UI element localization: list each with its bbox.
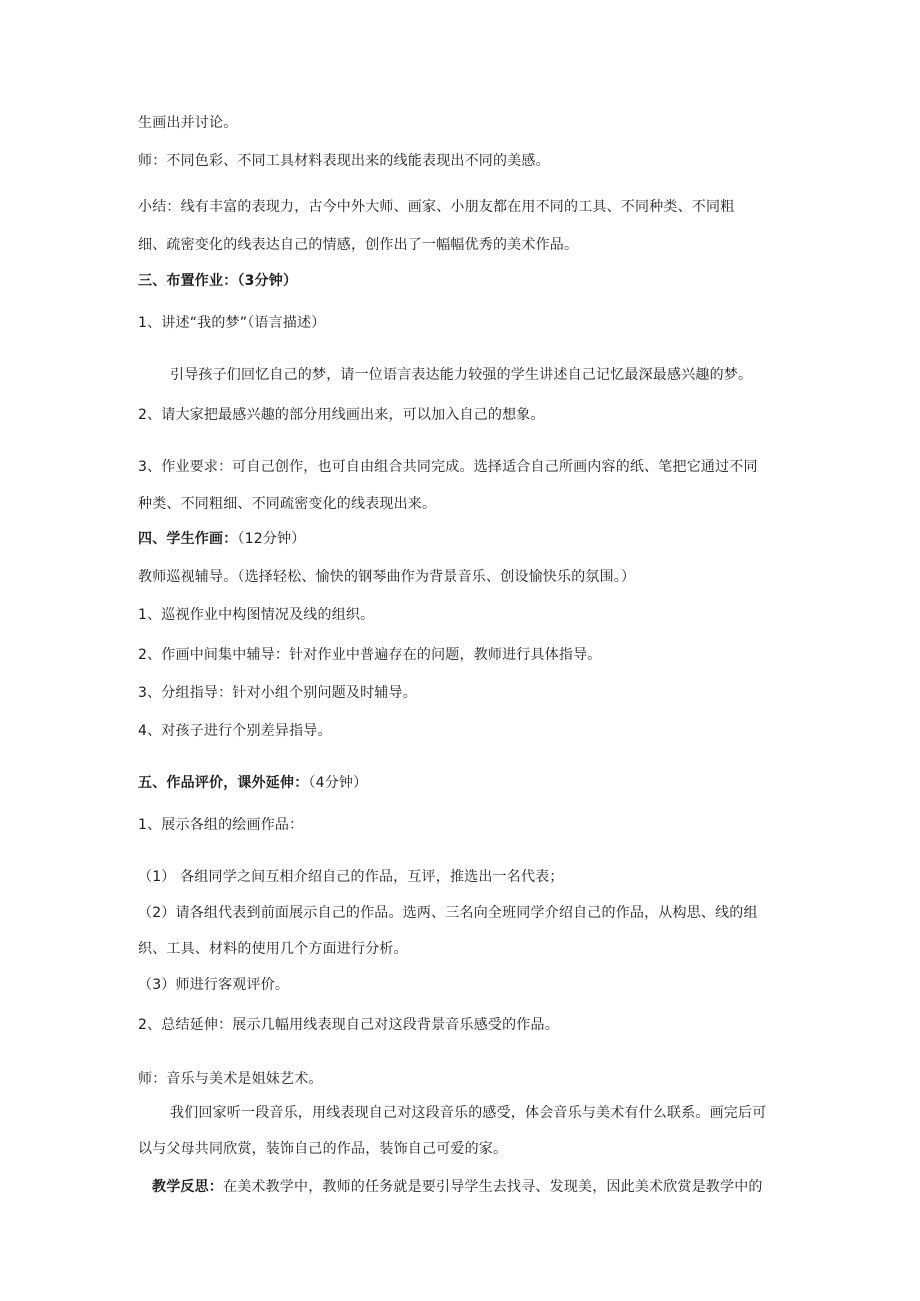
text-line: （1） 各组同学之间互相介绍自己的作品，互评，推选出一名代表；	[138, 869, 564, 885]
text-line: 种类、不同粗细、不同疏密变化的线表现出来。	[138, 496, 437, 512]
text-line: 师：不同色彩、不同工具材料表现出来的线能表现出不同的美感。	[138, 153, 550, 169]
text-line: 师：音乐与美术是姐妹艺术。	[138, 1071, 323, 1087]
section-heading-time: （12分钟）	[237, 531, 306, 547]
section-heading	[138, 774, 367, 792]
section-heading-time: （4分钟）	[308, 775, 368, 791]
text-line: 1、展示各组的绘画作品：	[138, 817, 304, 833]
reflection-line	[152, 1178, 763, 1196]
reflection-text: 在美术教学中，教师的任务就是要引导学生去找寻、发现美，因此美术欣赏是教学中的	[223, 1179, 763, 1195]
text-line: 2、总结延伸：展示几幅用线表现自己对这段背景音乐感受的作品。	[138, 1017, 559, 1033]
text-line: （3）师进行客观评价。	[138, 977, 290, 993]
section-heading	[138, 530, 305, 548]
text-line: 引导孩子们回忆自己的梦，请一位语言表达能力较强的学生讲述自己记忆最深最感兴趣的梦。	[170, 367, 753, 383]
text-line: 以与父母共同欣赏，装饰自己的作品，装饰自己可爱的家。	[138, 1141, 508, 1157]
text-line: 1、巡视作业中构图情况及线的组织。	[138, 607, 375, 623]
section-heading: 三、布置作业：（3分钟）	[138, 273, 298, 289]
text-line: 4、对孩子进行个别差异指导。	[138, 723, 332, 739]
text-line: 小结：线有丰富的表现力，古今中外大师、画家、小朋友都在用不同的工具、不同种类、不同粗	[138, 199, 735, 215]
text-line: 我们回家听一段音乐，用线表现自己对这段音乐的感受，体会音乐与美术有什么联系。画完后可	[170, 1105, 767, 1121]
text-line: 生画出并讨论。	[138, 115, 238, 131]
section-heading-title: 四、学生作画：	[138, 531, 238, 547]
reflection-label: 教学反思：	[152, 1179, 223, 1195]
text-line: 细、疏密变化的线表达自己的情感，创作出了一幅幅优秀的美术作品。	[138, 237, 579, 253]
text-line: 2、请大家把最感兴趣的部分用线画出来，可以加入自己的想象。	[138, 407, 545, 423]
text-line: （2）请各组代表到前面展示自己的作品。选两、三名向全班同学介绍自己的作品，从构思、线的组	[138, 905, 758, 921]
text-line: 1、讲述“我的梦”（语言描述）	[138, 315, 326, 331]
text-line: 2、作画中间集中辅导：针对作业中普遍存在的问题，教师进行具体指导。	[138, 647, 602, 663]
text-line: 3、作业要求：可自己创作，也可自由组合共同完成。选择适合自己所画内容的纸、笔把它通过不同	[138, 459, 758, 475]
text-line: 织、工具、材料的使用几个方面进行分析。	[138, 941, 408, 957]
section-heading-title: 五、作品评价，课外延伸：	[138, 775, 309, 791]
text-line: 3、分组指导：针对小组个别问题及时辅导。	[138, 685, 417, 701]
text-line: 教师巡视辅导。（选择轻松、愉快的钢琴曲作为背景音乐、创设愉快乐的氛围。）	[138, 569, 636, 585]
